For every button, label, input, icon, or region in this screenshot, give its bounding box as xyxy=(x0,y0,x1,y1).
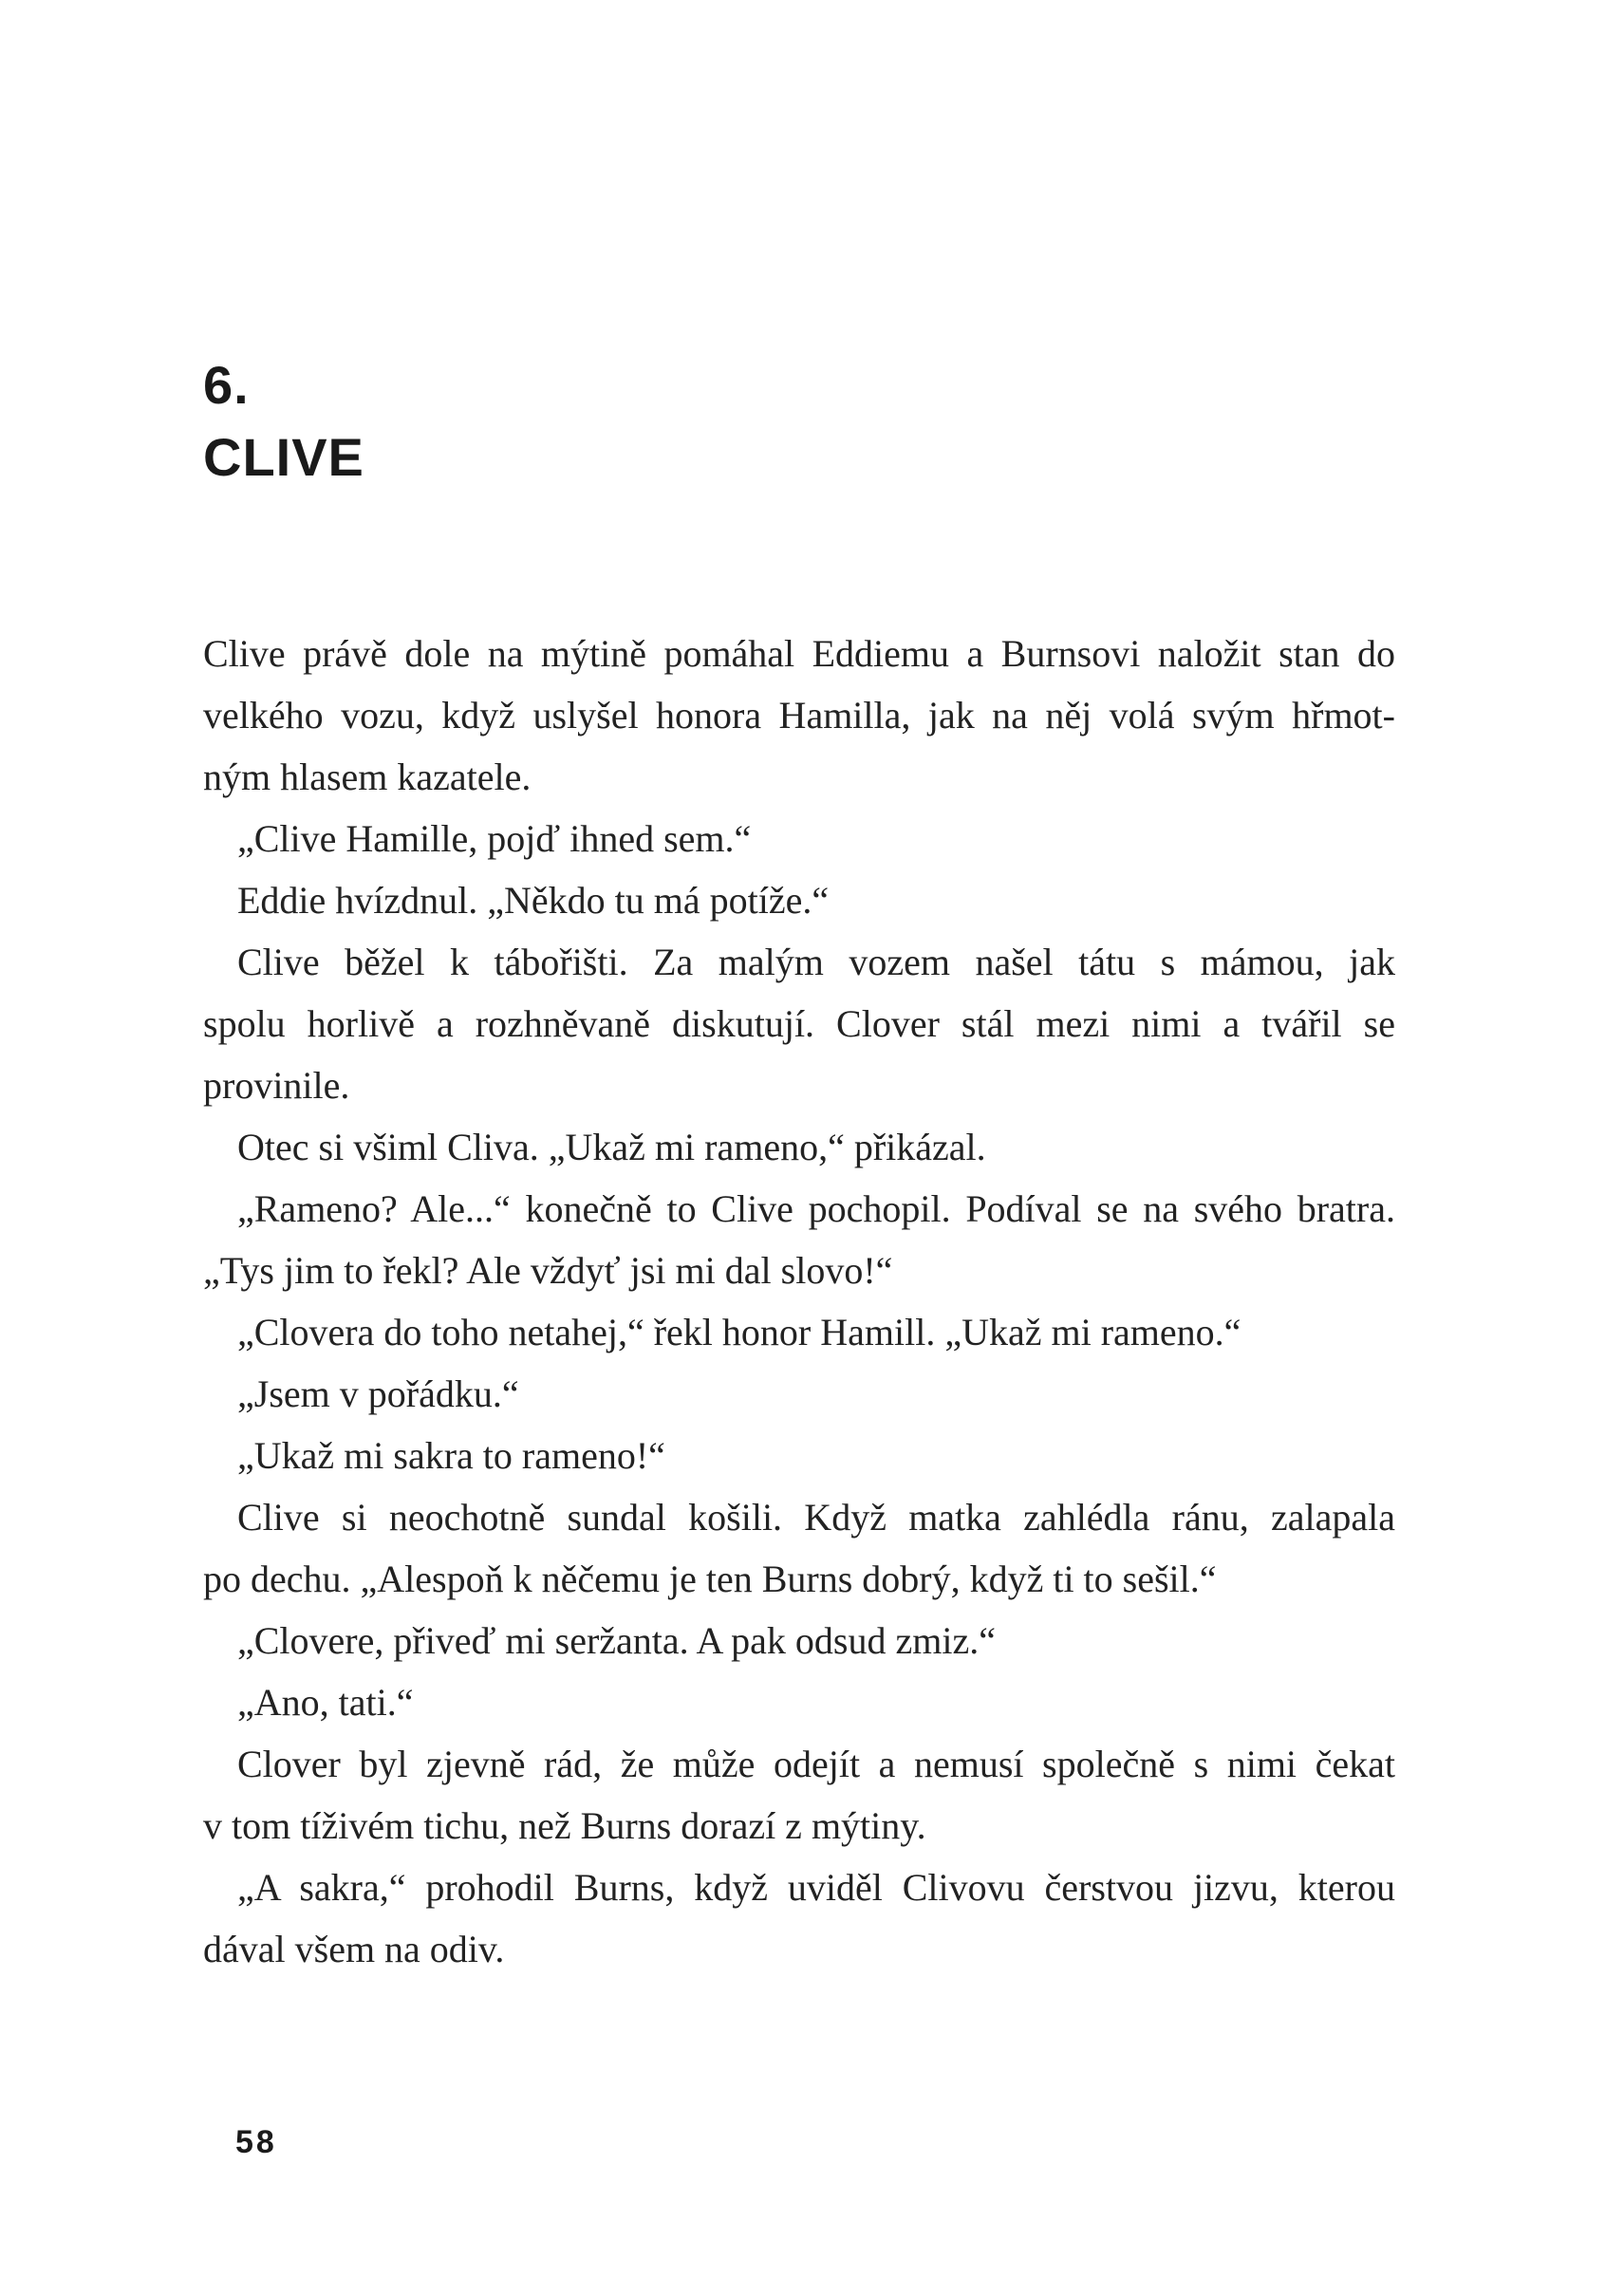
text-line: Clive právě dole na mýtině pomáhal Eddiemu a Burnsovi naložit stan do xyxy=(203,632,1395,675)
chapter-title: CLIVE xyxy=(203,427,364,487)
page-number: 58 xyxy=(235,2124,277,2160)
text-line: „Ukaž mi sakra to rameno!“ xyxy=(237,1434,665,1477)
chapter-number: 6. xyxy=(203,355,250,415)
text-line: „Clovere, přiveď mi seržanta. A pak odsud zmiz.“ xyxy=(237,1619,996,1662)
text-line: „Jsem v pořádku.“ xyxy=(237,1372,519,1415)
chapter-heading xyxy=(203,349,364,494)
text-line: Eddie hvízdnul. „Někdo tu má potíže.“ xyxy=(237,879,830,922)
chapter-body xyxy=(203,623,1395,1980)
text-line: po dechu. „Alespoň k něčemu je ten Burns dobrý, když ti to sešil.“ xyxy=(203,1558,1217,1600)
text-line: Clive si neochotně sundal košili. Když matka zahlédla ránu, zalapala xyxy=(237,1496,1395,1539)
text-line: velkého vozu, když uslyšel honora Hamilla, jak na něj volá svým hřmot- xyxy=(203,694,1395,737)
text-line: ným hlasem kazatele. xyxy=(203,756,532,798)
text-line: Otec si všiml Cliva. „Ukaž mi rameno,“ přikázal. xyxy=(237,1126,986,1168)
text-line: „Rameno? Ale...“ konečně to Clive pochopil. Podíval se na svého bratra. xyxy=(237,1187,1395,1230)
text-line: spolu horlivě a rozhněvaně diskutují. Clover stál mezi nimi a tvářil se xyxy=(203,1002,1395,1045)
text-line: „A sakra,“ prohodil Burns, když uviděl Clivovu čerstvou jizvu, kterou xyxy=(237,1866,1395,1909)
text-line: Clive běžel k tábořišti. Za malým vozem našel tátu s mámou, jak xyxy=(237,941,1395,983)
text-line: „Clive Hamille, pojď ihned sem.“ xyxy=(237,817,752,860)
text-line: v tom tíživém tichu, než Burns dorazí z mýtiny. xyxy=(203,1804,926,1847)
text-line: „Tys jim to řekl? Ale vždyť jsi mi dal slovo!“ xyxy=(203,1249,893,1292)
text-line: „Ano, tati.“ xyxy=(237,1681,414,1724)
text-line: Clover byl zjevně rád, že může odejít a nemusí společně s nimi čekat xyxy=(237,1743,1395,1785)
text-line: provinile. xyxy=(203,1064,350,1107)
text-line: „Clovera do toho netahej,“ řekl honor Hamill. „Ukaž mi rameno.“ xyxy=(237,1311,1241,1353)
text-line: dával všem na odiv. xyxy=(203,1928,505,1970)
